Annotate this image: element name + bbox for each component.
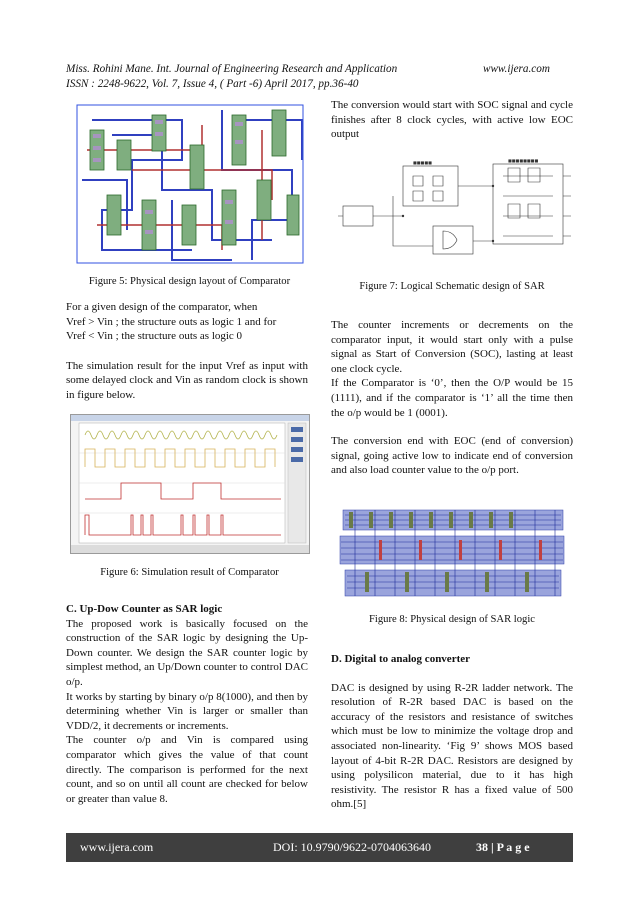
section-d [331,652,573,812]
section-c-para2: It works by starting by binary o/p 8(1000), and then by determining whether Vin is larger or smaller than VDD/2, it decrements or increments. [66,690,308,732]
section-c-heading: C. Up-Dow Counter as SAR logic [66,603,223,615]
comparator-para-line3: Vref < Vin ; the structure outs as logic 0 [66,330,243,343]
right-counter-text [331,318,573,478]
comparator-para-line1: For a given design of the comparator, when [66,301,258,313]
section-d-heading: D. Digital to analog converter [331,653,470,665]
figure-7-sar-schematic [333,156,573,266]
figure-7-caption: Figure 7: Logical Schematic design of SAR [359,281,545,292]
figure-5-caption: Figure 5: Physical design layout of Comparator [88,276,291,287]
schematic-label-2: ■■■■■■■■ [508,158,539,163]
figure-6-simulation-result [70,414,310,554]
soc-para: The conversion would start with SOC signal and cycle finishes after 8 clock cycles, with active low EOC output [331,99,573,141]
layout-illustration [72,100,308,268]
footer-site[interactable]: www.ijera.com [80,840,154,854]
section-c-para1: The proposed work is basically focused on the construction of the SAR logic by designing the Up-Down counter. We design the SAR counter logic by simplest method, an Up/Down counter to control DAC o/p. [66,617,308,688]
simulation-intro-para: The simulation result for the input Vref as input with some delayed clock and Vin as random clock is shown in figure below. [66,359,308,401]
page-footer [66,833,573,862]
journal-url[interactable]: www.ijera.com [483,63,550,75]
left-column-intro [66,300,308,403]
waveform-illustration [71,415,309,553]
journal-header-line2: ISSN : 2248-9622, Vol. 7, Issue 4, ( Part -6) April 2017, pp.36-40 [66,78,359,90]
journal-header-line1: Miss. Rohini Mane. Int. Journal of Engineering Research and Application [66,63,398,75]
schematic-illustration [333,156,573,266]
comparator-output-para: If the Comparator is ‘0’, then the O/P would be 15 (1111), and if the comparator is ‘1’ all the time then the o/p would be 1 (0001). [331,377,573,419]
figure-8-sar-layout [335,500,571,602]
schematic-label-1: ■■■■■ [413,160,432,165]
section-c [66,602,308,806]
right-intro [331,98,573,142]
section-d-para: DAC is designed by using R-2R ladder network. The resolution of R-2R based DAC is based on the accuracy of the resistors and resistance of switches which must be low to minimize the voltage drop and associated non-linearity. ‘Fig 9’ shows MOS based layout of 4-bit R-2R DAC. Resistors are designed by using polysilicon material, due to it has high resistivity. The resistor R has a fixed value of 500 ohm.[5] [331,681,573,811]
sar-layout-illustration [335,500,571,602]
footer-page-number: 38 | P a g e [476,840,530,854]
counter-para: The counter increments or decrements on the comparator input, it would start only with a pulse signal as Start of Conversion (SOC), lasting at least one clock cycle. [331,319,573,375]
footer-doi[interactable]: DOI: 10.9790/9622-0704063640 [273,840,431,854]
comparator-para-line2: Vref > Vin ; the structure outs as logic 1 and for [66,315,277,328]
figure-8-caption: Figure 8: Physical design of SAR logic [369,614,535,625]
eoc-para: The conversion end with EOC (end of conversion) signal, going active low to indicate end of conversion and also load counter value to the o/p port. [331,435,573,477]
section-c-para3: The counter o/p and Vin is compared using comparator which gives the value of that count directly. The comparison is performed for the next count, and so on until all count are checked for below or greater than value 8. [66,734,308,805]
figure-5-comparator-layout [72,100,308,268]
figure-6-caption: Figure 6: Simulation result of Comparator [100,567,279,578]
